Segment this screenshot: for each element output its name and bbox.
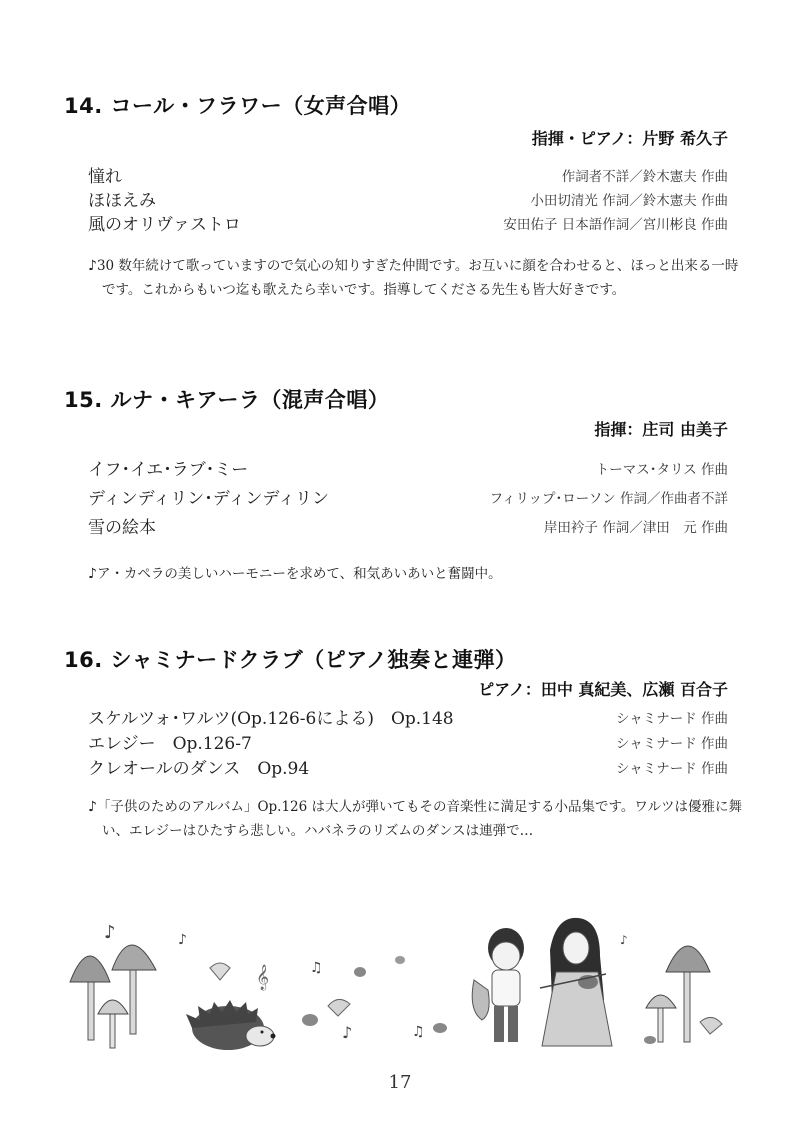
note-text: 30 数年続けて歌っていますので気心の知りすぎた仲間です。お互いに顔を合わせると、ほっと出来る一時です。これからもいつ迄も歌えたら幸いです。指導してくださる先生も皆大好きです。 [96, 258, 739, 298]
section-title: 15. ルナ・キアーラ（混声合唱） [64, 388, 390, 412]
acorn-icon [354, 967, 366, 977]
mushroom-icon [112, 945, 156, 1034]
acorn-icon [395, 956, 405, 964]
section-note [88, 795, 746, 843]
music-note-icon: ♫ [412, 1024, 425, 1040]
forest-concert-illustration [60, 910, 740, 1060]
ginkgo-leaf-icon [700, 1017, 722, 1034]
acorn-icon [302, 1014, 318, 1026]
song-title: エレジー Op.126-7 [88, 734, 252, 754]
section-note [88, 254, 746, 302]
music-note-icon: ♪ [88, 566, 97, 582]
song-row [88, 162, 728, 188]
section-note [88, 562, 746, 586]
song-row [88, 484, 728, 510]
song-row [88, 729, 728, 755]
song-row [88, 513, 728, 539]
page-number: 17 [388, 1072, 412, 1093]
song-row [88, 754, 728, 780]
song-title: 憧れ [88, 167, 122, 187]
music-note-icon: ♪ [88, 799, 97, 815]
section-title: 16. シャミナードクラブ（ピアノ独奏と連弾） [64, 648, 517, 672]
ginkgo-leaf-icon [328, 999, 350, 1016]
song-title: スケルツォ･ワルツ(Op.126-6による) Op.148 [88, 709, 454, 729]
song-credit: 小田切清光 作詞／鈴木憲夫 作曲 [530, 193, 728, 209]
music-note-icon: ♪ [178, 932, 187, 948]
song-credit: フィリップ･ローソン 作詞／作曲者不詳 [489, 491, 728, 507]
song-credit: シャミナード 作曲 [615, 736, 728, 752]
saxophone-player-icon [472, 928, 524, 1042]
song-title: クレオールのダンス Op.94 [88, 759, 310, 779]
song-title: 雪の絵本 [88, 518, 156, 538]
song-credit: 岸田衿子 作詞／津田 元 作曲 [543, 520, 728, 536]
song-credit: 安田佑子 日本語作詞／宮川彬良 作曲 [503, 217, 728, 233]
mushroom-icon [646, 995, 676, 1042]
song-title: ほほえみ [88, 191, 156, 211]
song-title: イフ･イエ･ラブ･ミー [88, 460, 249, 480]
mushroom-icon [98, 1000, 128, 1048]
song-title: 風のオリヴァストロ [88, 215, 241, 235]
hedgehog-icon [186, 1000, 276, 1050]
song-row [88, 186, 728, 212]
music-note-icon: ♪ [104, 922, 116, 943]
note-text: 「子供のためのアルバム」Op.126 は大人が弾いてもその音楽性に満足する小品集です。ワルツは優雅に舞い、エレジーはひたすら悲しい。ハバネラのリズムのダンスは連弾で… [96, 799, 743, 839]
mushroom-icon [70, 956, 110, 1040]
song-credit: シャミナード 作曲 [615, 761, 728, 777]
ginkgo-leaf-icon [210, 963, 230, 980]
song-row [88, 210, 728, 236]
song-credit: シャミナード 作曲 [615, 711, 728, 727]
note-text: ア・カペラの美しいハーモニーを求めて、和気あいあいと奮闘中。 [96, 566, 502, 582]
music-note-icon: ♪ [88, 258, 97, 274]
conductor-credit: ピアノ：田中 真紀美、広瀬 百合子 [478, 680, 728, 699]
music-note-icon: ♫ [310, 960, 323, 976]
acorn-icon [433, 1023, 447, 1033]
acorn-icon [644, 1036, 656, 1044]
conductor-credit: 指揮・ピアノ：片野 希久子 [531, 129, 728, 148]
song-credit: 作詞者不詳／鈴木憲夫 作曲 [561, 169, 728, 185]
music-note-icon: ♪ [620, 933, 628, 947]
treble-clef-icon: 𝄞 [256, 965, 270, 990]
conductor-credit: 指揮：庄司 由美子 [594, 420, 728, 439]
song-credit: トーマス･タリス 作曲 [595, 462, 728, 478]
mushroom-icon [666, 946, 710, 1042]
section-title: 14. コール・フラワー（女声合唱） [64, 94, 412, 118]
music-note-icon: ♪ [342, 1023, 353, 1042]
song-row [88, 455, 728, 481]
song-row [88, 704, 728, 730]
violinist-icon [540, 918, 612, 1046]
song-title: ディンディリン･ディンディリン [88, 489, 330, 509]
